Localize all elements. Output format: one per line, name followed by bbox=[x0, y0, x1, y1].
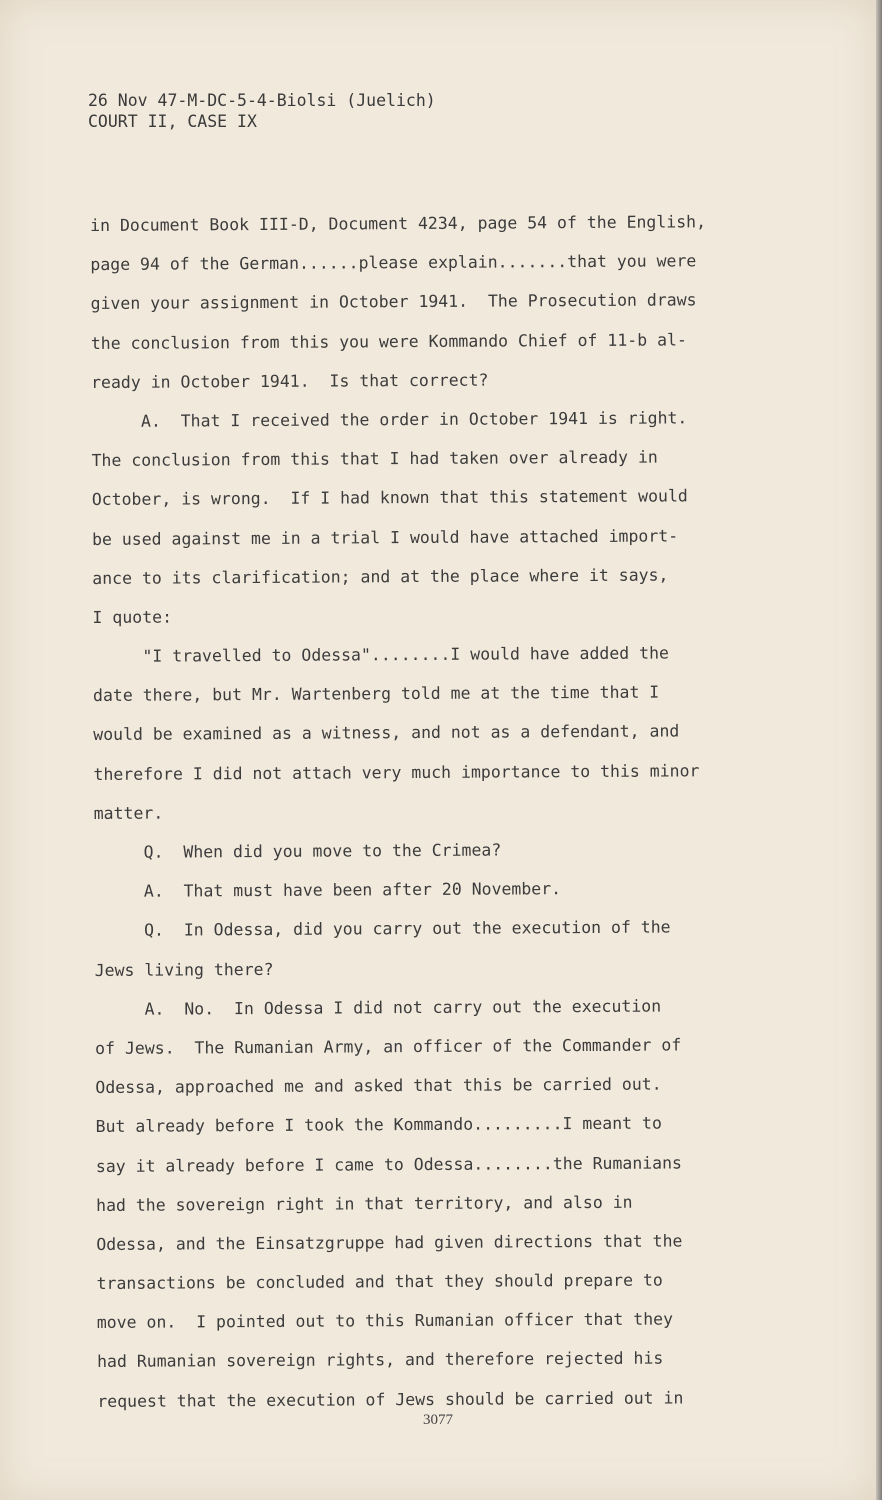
text-line: given your assignment in October 1941. The Prosecution draws bbox=[90, 290, 697, 314]
text-line: But already before I took the Kommando.........I meant to bbox=[95, 1113, 662, 1137]
text-line: A. No. In Odessa I did not carry out the execution bbox=[94, 996, 662, 1019]
text-line: transactions be concluded and that they should prepare to bbox=[96, 1270, 663, 1294]
text-line: A. That must have been after 20 November. bbox=[94, 879, 562, 902]
text-line: Q. When did you move to the Crimea? bbox=[93, 840, 502, 862]
text-line: Odessa, and the Einsatzgruppe had given directions that the bbox=[96, 1231, 683, 1254]
text-line: Q. In Odessa, did you carry out the execution of the bbox=[94, 917, 671, 941]
text-line: request that the execution of Jews should be carried out in bbox=[97, 1388, 684, 1411]
text-line: say it already before I came to Odessa........the Rumanians bbox=[95, 1152, 683, 1176]
text-line: page 94 of the German......please explain.......that you were bbox=[90, 251, 697, 275]
text-line: The conclusion from this that I had taken over already in bbox=[91, 447, 658, 471]
header-court-line: COURT II, CASE IX bbox=[88, 112, 257, 131]
page-number: 3077 bbox=[423, 1412, 453, 1428]
header-reference-line: 26 Nov 47-M-DC-5-4-Biolsi (Juelich) bbox=[88, 91, 436, 110]
page-edge-shadow bbox=[876, 0, 882, 1500]
text-line: had Rumanian sovereign rights, and therefore rejected his bbox=[97, 1348, 664, 1372]
text-line: matter. bbox=[93, 803, 164, 823]
text-line: of Jews. The Rumanian Army, an officer of the Commander of bbox=[95, 1035, 682, 1058]
text-line: Odessa, approached me and asked that this be carried out. bbox=[95, 1074, 662, 1098]
text-line: in Document Book III-D, Document 4234, page 54 of the English, bbox=[90, 212, 707, 235]
text-line: "I travelled to Odessa"........I would have added the bbox=[92, 643, 669, 667]
text-line: therefore I did not attach very much importance to this minor bbox=[93, 760, 700, 784]
text-line: ready in October 1941. Is that correct? bbox=[91, 370, 489, 392]
text-line: Jews living there? bbox=[94, 959, 274, 980]
document-header bbox=[88, 90, 436, 132]
text-line: move on. I pointed out to this Rumanian officer that they bbox=[96, 1309, 674, 1333]
text-line: be used against me in a trial I would have attached import- bbox=[91, 525, 679, 549]
text-line: had the sovereign right in that territory, and also in bbox=[96, 1192, 633, 1215]
text-line: the conclusion from this you were Kommando Chief of 11-b al- bbox=[90, 329, 687, 353]
text-line: would be examined as a witness, and not as a defendant, and bbox=[93, 721, 680, 745]
text-line: I quote: bbox=[92, 607, 173, 627]
text-line: date there, but Mr. Wartenberg told me at the time that I bbox=[92, 682, 660, 706]
testimony-body bbox=[90, 202, 817, 1421]
text-line: October, is wrong. If I had known that this statement would bbox=[91, 486, 688, 510]
text-line: A. That I received the order in October 1941 is right. bbox=[91, 408, 688, 431]
text-line: ance to its clarification; and at the place where it says, bbox=[92, 565, 669, 588]
